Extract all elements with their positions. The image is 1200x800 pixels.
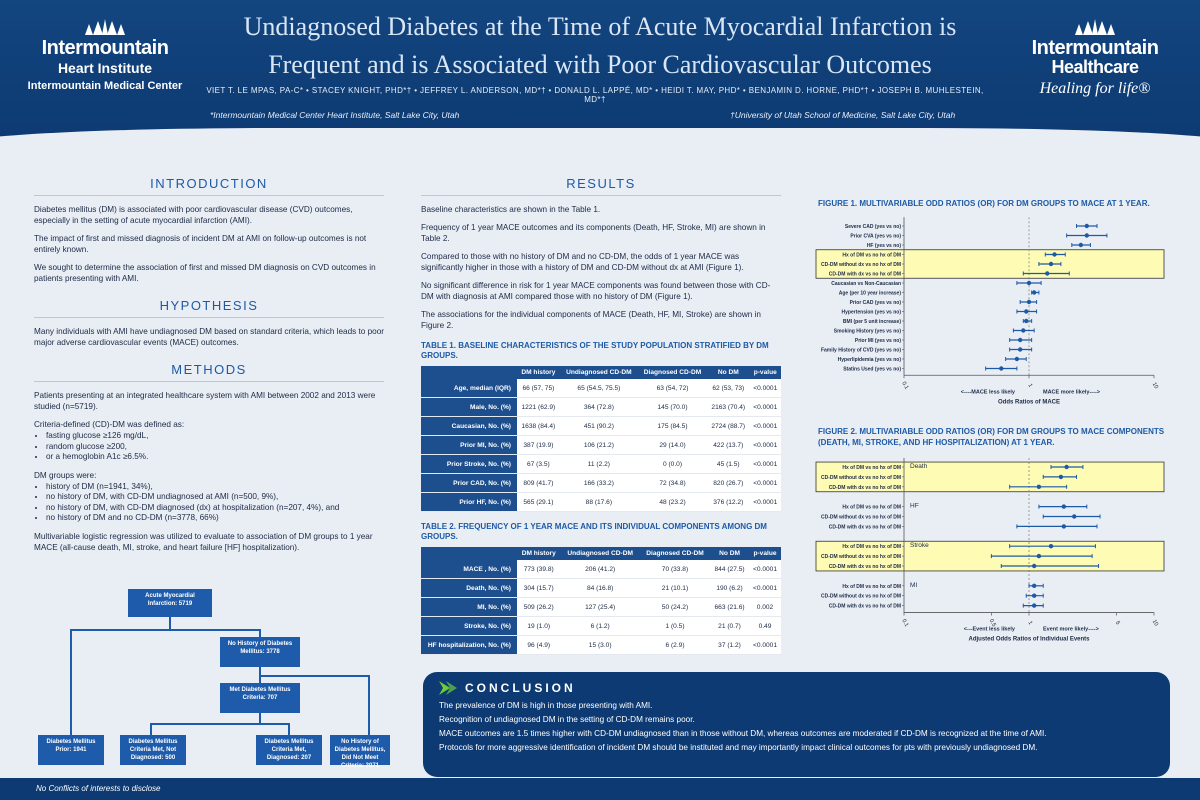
odds-ratio-point <box>1032 603 1036 607</box>
table-cell: 6 (2.9) <box>640 636 710 655</box>
table-cell: 66 (57, 75) <box>517 379 560 398</box>
table-cell: 11 (2.2) <box>560 455 638 474</box>
conclusion-line: Recognition of undiagnosed DM in the setting of CD-DM remains poor. <box>439 715 695 724</box>
row-label: Hx of DM vs no hx of DM <box>842 252 901 259</box>
odds-ratio-point <box>1049 262 1053 266</box>
flow-connector <box>150 723 152 735</box>
table-cell: 48 (23.2) <box>638 493 707 512</box>
row-label: Death, No. (%) <box>421 579 517 598</box>
title-line-1: Undiagnosed Diabetes at the Time of Acute Myocardial Infarction is <box>243 12 957 41</box>
table-cell: 67 (3.5) <box>517 455 560 474</box>
table-cell: 451 (90.2) <box>560 417 638 436</box>
table-cell: 1638 (84.4) <box>517 417 560 436</box>
odds-ratio-point <box>1018 338 1022 342</box>
intro-paragraph: Diabetes mellitus (DM) is associated with poor cardiovascular disease (CVD) outcomes, especially in the setting of acute myocardial infarction (AMI). <box>34 205 353 225</box>
table-cell: <0.0001 <box>749 560 781 579</box>
row-label: CD-DM with dx vs no hx of DM <box>828 564 901 570</box>
row-label: Caucasian, No. (%) <box>421 417 517 436</box>
methods-heading: METHODS <box>171 362 247 377</box>
table-cell: <0.0001 <box>749 474 781 493</box>
row-label: Prior Stroke, No. (%) <box>421 455 517 474</box>
x-tick-label: 1 <box>1026 382 1034 389</box>
table-cell: 304 (15.7) <box>517 579 560 598</box>
table-row <box>421 455 781 474</box>
table-cell: 0 (0.0) <box>638 455 707 474</box>
methods-paragraph: DM groups were: <box>34 470 97 480</box>
logo-left-sub: Heart Institute <box>57 60 153 76</box>
table-row <box>421 417 781 436</box>
flow-box-diagnosed: Diabetes Mellitus Criteria Met, Diagnosed: 207 <box>256 735 322 765</box>
table-cell: 62 (53, 73) <box>707 379 749 398</box>
footer <box>0 778 1200 800</box>
table-row <box>421 617 781 636</box>
author-list: VIET T. LE MPAS, PA-C* • STACEY KNIGHT, PHD*† • JEFFREY L. ANDERSON, MD*† • DONALD L. LAPPÉ, MD* • HEIDI T. MAY, PHD* • BENJAMIN D. HORNE, PHD*† • JOSEPH B. MUHLESTEIN, MD*† <box>206 86 984 104</box>
table1 <box>421 366 781 512</box>
flow-connector <box>150 723 290 725</box>
results-paragraph: The associations for the individual components of MACE (Death, HF, MI, Stroke) are shown in Figure 2. <box>421 310 761 330</box>
table-cell: 65 (54.5, 75.5) <box>560 379 638 398</box>
table-cell: 565 (29.1) <box>517 493 560 512</box>
conclusion-heading: CONCLUSION <box>465 681 576 695</box>
table-cell: 387 (19.9) <box>517 436 560 455</box>
table-cell: 175 (84.5) <box>638 417 707 436</box>
odds-ratio-point <box>1049 544 1053 548</box>
table-cell: 15 (3.0) <box>560 636 639 655</box>
table-row <box>421 436 781 455</box>
flow-box-not-diagnosed: Diabetes Mellitus Criteria Met, Not Diagnosed: 500 <box>120 735 186 765</box>
row-label: MI, No. (%) <box>421 598 517 617</box>
row-label: Hx of DM vs no hx of DM <box>842 465 901 471</box>
row-label: Severe CAD (yes vs no) <box>844 224 901 230</box>
row-label: CD-DM without dx vs no hx of DM <box>821 593 901 600</box>
table-cell: 1 (0.5) <box>640 617 710 636</box>
table-cell: 364 (72.8) <box>560 398 638 417</box>
flow-connector <box>288 723 290 735</box>
row-label: Hx of DM vs no hx of DM <box>842 544 901 551</box>
table-header-blank <box>421 547 517 560</box>
table-header: DM history <box>517 366 560 379</box>
logo-intermountain-healthcare <box>1010 18 1180 98</box>
tree-logo-icon <box>1065 18 1125 36</box>
table-cell: 663 (21.6) <box>710 598 749 617</box>
list-item: • no history of DM, with CD-DM diagnosed (dx) at hospitalization (n=207, 4%), and <box>46 503 384 514</box>
odds-ratio-point <box>1024 309 1028 313</box>
methods-paragraph: Criteria-defined (CD)-DM was defined as: <box>34 420 185 429</box>
odds-ratio-point <box>1085 233 1089 237</box>
flow-connector <box>70 629 72 735</box>
table-cell: <0.0001 <box>749 636 781 655</box>
conclusion-line: MACE outcomes are 1.5 times higher with CD-DM undiagnosed than in those without DM, whereas outcomes are moderated if CD-DM is recognized at the time of AMI. <box>439 729 1047 738</box>
hypothesis-text: Many individuals with AMI have undiagnosed DM based on standard criteria, which leads to poor major adverse cardiovascular events (MACE) outcomes. <box>34 327 384 347</box>
table-cell: <0.0001 <box>749 379 781 398</box>
table-cell: <0.0001 <box>749 455 781 474</box>
table-cell: 45 (1.5) <box>707 455 749 474</box>
list-item: • fasting glucose ≥126 mg/dL, <box>46 431 384 442</box>
affiliation-right: †University of Utah School of Medicine, Salt Lake City, Utah <box>730 110 956 120</box>
affiliation-left: *Intermountain Medical Center Heart Institute, Salt Lake City, Utah <box>210 110 460 120</box>
x-tick-label: 5 <box>1113 620 1121 626</box>
table-header: p-value <box>749 547 781 560</box>
table-cell: 166 (33.2) <box>560 474 638 493</box>
x-tick-label: 10 <box>1150 618 1159 628</box>
table-cell: 190 (6.2) <box>710 579 749 598</box>
row-label: Caucasian vs Non-Caucasian <box>831 281 901 287</box>
figure2-forest-plot <box>812 455 1172 660</box>
criteria-list <box>34 431 384 463</box>
group-label: Stroke <box>910 542 929 550</box>
figure1-caption: FIGURE 1. MULTIVARIABLE ODD RATIOS (OR) FOR DM GROUPS TO MACE AT 1 YEAR. <box>818 199 1150 208</box>
table2 <box>421 547 781 655</box>
row-label: Prior MI, No. (%) <box>421 436 517 455</box>
results-heading: RESULTS <box>566 176 636 191</box>
table-cell: 21 (10.1) <box>640 579 710 598</box>
table-cell: <0.0001 <box>749 436 781 455</box>
odds-ratio-point <box>1015 357 1019 361</box>
table-cell: <0.0001 <box>749 579 781 598</box>
table-header: Undiagnosed CD-DM <box>560 366 638 379</box>
odds-ratio-point <box>1032 290 1036 294</box>
flow-connector <box>259 675 369 677</box>
table-cell: 2163 (70.4) <box>707 398 749 417</box>
figure2-caption: FIGURE 2. MULTIVARIABLE ODD RATIOS (OR) FOR DM GROUPS TO MACE COMPONENTS (DEATH, MI, STROKE, AND HF HOSPITALIZATION) AT 1 YEAR. <box>818 427 1165 447</box>
table-row <box>421 579 781 598</box>
row-label: Prior HF, No. (%) <box>421 493 517 512</box>
row-label: BMI (per 5 unit increase) <box>842 319 901 325</box>
odds-ratio-point <box>1079 243 1083 247</box>
odds-ratio-point <box>1064 465 1068 469</box>
row-label: CD-DM with dx vs no hx of DM <box>828 524 901 531</box>
row-label: Prior MI (yes vs no) <box>854 338 901 344</box>
logo-intermountain-heart-institute <box>20 18 190 92</box>
row-label: Statins Used (yes vs no) <box>843 366 901 373</box>
flow-connector <box>259 713 261 723</box>
annotation-right: MACE more likely----> <box>1043 389 1100 396</box>
x-tick-label: 0.5 <box>987 618 997 628</box>
table-cell: 50 (24.2) <box>640 598 710 617</box>
title-line-2: Frequent and is Associated with Poor Cardiovascular Outcomes <box>268 50 932 79</box>
table-header: Undiagnosed CD-DM <box>560 547 639 560</box>
flow-connector <box>368 675 370 735</box>
table-header: No DM <box>707 366 749 379</box>
table-header: Diagnosed CD-DM <box>638 366 707 379</box>
odds-ratio-point <box>1062 504 1066 508</box>
row-label: HF hospitalization, No. (%) <box>421 636 517 655</box>
table-cell: 844 (27.5) <box>710 560 749 579</box>
table-cell: <0.0001 <box>749 493 781 512</box>
table-cell: 21 (0.7) <box>710 617 749 636</box>
table-cell: 96 (4.9) <box>517 636 560 655</box>
odds-ratio-point <box>1024 319 1028 323</box>
odds-ratio-point <box>1027 300 1031 304</box>
groups-list <box>34 482 384 524</box>
group-label: HF <box>910 502 919 510</box>
x-tick-label: 1 <box>1026 620 1034 626</box>
table-cell: 37 (1.2) <box>710 636 749 655</box>
logo-right-sub: Healthcare <box>1051 57 1139 77</box>
flow-box-dm-prior: Diabetes Mellitus Prior: 1941 <box>38 735 104 765</box>
row-label: CD-DM without dx vs no hx of DM <box>821 474 901 481</box>
list-item: • history of DM (n=1941, 34%), <box>46 482 384 493</box>
odds-ratio-point <box>1021 328 1025 332</box>
odds-ratio-point <box>1037 485 1041 489</box>
x-axis-label: Odds Ratios of MACE <box>997 399 1061 406</box>
flow-connector <box>70 629 260 631</box>
row-label: CD-DM without dx vs no hx of DM <box>821 262 901 268</box>
group-label: MI <box>910 581 918 589</box>
footer-text: No Conflicts of interests to disclose <box>36 784 161 793</box>
table-row <box>421 598 781 617</box>
table-cell: 2724 (88.7) <box>707 417 749 436</box>
table-row <box>421 560 781 579</box>
table-cell: 376 (12.2) <box>707 493 749 512</box>
divider <box>421 195 781 196</box>
flow-connector <box>259 629 261 637</box>
row-label: CD-DM without dx vs no hx of DM <box>821 514 901 521</box>
table-cell: 422 (13.7) <box>707 436 749 455</box>
row-label: CD-DM with dx vs no hx of DM <box>828 271 901 278</box>
x-axis-label: Adjusted Odds Ratios of Individual Events <box>968 636 1090 643</box>
table-cell: 1221 (62.9) <box>517 398 560 417</box>
table-cell: 0.002 <box>749 598 781 617</box>
flow-box-no-history: No History of Diabetes Mellitus: 3778 <box>220 637 300 667</box>
table-cell: 63 (54, 72) <box>638 379 707 398</box>
table-cell: 29 (14.0) <box>638 436 707 455</box>
annotation-left: <---Event less likely <box>963 626 1015 633</box>
divider <box>34 317 384 318</box>
table-row <box>421 636 781 655</box>
row-label: CD-DM without dx vs no hx of DM <box>821 554 901 561</box>
figure1-forest-plot <box>812 212 1172 412</box>
odds-ratio-point <box>1045 271 1049 275</box>
results-paragraph: Baseline characteristics are shown in the Table 1. <box>421 205 601 214</box>
flow-box-ami: Acute Myocardial Infarction: 5719 <box>128 589 212 617</box>
odds-ratio-point <box>1052 252 1056 256</box>
list-item: • or a hemoglobin A1c ≥6.5%. <box>46 452 384 463</box>
table-row <box>421 379 781 398</box>
table-cell: 72 (34.8) <box>638 474 707 493</box>
row-label: Age (per 10 year increase) <box>838 290 901 297</box>
table-header: Diagnosed CD-DM <box>640 547 710 560</box>
introduction-heading: INTRODUCTION <box>150 176 268 191</box>
tree-logo-icon <box>75 18 135 36</box>
group-label: Death <box>910 463 928 470</box>
table2-caption: TABLE 2. FREQUENCY OF 1 YEAR MACE AND ITS INDIVIDUAL COMPONENTS AMONG DM GROUPS. <box>421 522 767 541</box>
table-row <box>421 398 781 417</box>
flow-connector <box>169 617 171 629</box>
table-cell: 19 (1.0) <box>517 617 560 636</box>
table-cell: 206 (41.2) <box>560 560 639 579</box>
row-label: Hyperlipidemia (yes vs no) <box>837 357 901 363</box>
row-label: Stroke, No. (%) <box>421 617 517 636</box>
conclusion-lines <box>439 699 1047 755</box>
row-label: Hx of DM vs no hx of DM <box>842 504 901 511</box>
patient-flowchart <box>30 585 390 770</box>
odds-ratio-point <box>1027 281 1031 285</box>
table-row <box>421 474 781 493</box>
logo-right-name: Intermountain <box>1031 37 1159 59</box>
logo-right-tagline: Healing for life® <box>1039 80 1151 97</box>
middle-column <box>421 176 781 655</box>
table-cell: <0.0001 <box>749 417 781 436</box>
conclusion-line: Protocols for more aggressive identification of incident DM should be instituted and may importantly impact clinical outcomes for pts with previously undiagnosed DM. <box>439 743 1038 752</box>
table-cell: 88 (17.6) <box>560 493 638 512</box>
flow-box-not-met: No History of Diabetes Mellitus, Did Not Meet Criteria: 3071 <box>330 735 390 765</box>
x-tick-label: 10 <box>1150 381 1159 390</box>
odds-ratio-point <box>1032 584 1036 588</box>
row-label: Hypertension (yes vs no) <box>841 309 901 316</box>
list-item: • random glucose ≥200, <box>46 442 384 453</box>
left-column <box>34 176 384 560</box>
row-label: Prior CAD (yes vs no) <box>849 300 901 306</box>
row-label: Prior CVA (yes vs no) <box>850 233 901 240</box>
odds-ratio-point <box>1032 564 1036 568</box>
table-header: DM history <box>517 547 560 560</box>
row-label: Age, median (IQR) <box>421 379 517 398</box>
odds-ratio-point <box>999 366 1003 370</box>
row-label: Hx of DM vs no hx of DM <box>842 583 901 590</box>
table-cell: 70 (33.8) <box>640 560 710 579</box>
table-cell: 820 (26.7) <box>707 474 749 493</box>
results-paragraph: No significant difference in risk for 1 year MACE components was found between those with CD-DM with diagnosis at AMI compared those with no history of DM (Figure 1). <box>421 281 771 301</box>
hypothesis-heading: HYPOTHESIS <box>159 298 259 313</box>
odds-ratio-point <box>1037 554 1041 558</box>
logo-left-name: Intermountain <box>41 37 169 59</box>
logo-left-sub2: Intermountain Medical Center <box>27 80 183 92</box>
table-cell: 145 (70.0) <box>638 398 707 417</box>
table-cell: 809 (41.7) <box>517 474 560 493</box>
results-paragraph: Frequency of 1 year MACE outcomes and its components (Death, HF, Stroke, MI) are shown in Table 2. <box>421 223 766 243</box>
table-cell: 127 (25.4) <box>560 598 639 617</box>
intro-paragraph: We sought to determine the association of first and missed DM diagnosis on CVD outcomes in patients presenting with AMI. <box>34 263 376 283</box>
table1-caption: TABLE 1. BASELINE CHARACTERISTICS OF THE STUDY POPULATION STRATIFIED BY DM GROUPS. <box>421 341 769 360</box>
conclusion-line: The prevalence of DM is high in those presenting with AMI. <box>439 701 653 710</box>
list-item: • no history of DM and no CD-DM (n=3778, 66%) <box>46 513 384 524</box>
poster-header <box>0 0 1200 140</box>
row-label: Prior CAD, No. (%) <box>421 474 517 493</box>
header-swoosh <box>0 128 1200 164</box>
table-cell: 509 (26.2) <box>517 598 560 617</box>
table-cell: 6 (1.2) <box>560 617 639 636</box>
row-label: CD-DM with dx vs no hx of DM <box>828 484 901 491</box>
x-tick-label: 0.1 <box>900 618 910 628</box>
results-paragraph: Compared to those with no history of DM and no CD-DM, the odds of 1 year MACE was significantly higher in those with a history of DM and CD-DM without dx at AMI (Figure 1). <box>421 252 744 272</box>
list-item: • no history of DM, with CD-DM undiagnosed at AMI (n=500, 9%), <box>46 492 384 503</box>
table-row <box>421 493 781 512</box>
odds-ratio-point <box>1072 514 1076 518</box>
annotation-left: <----MACE less likely <box>960 389 1015 396</box>
row-label: Smoking History (yes vs no) <box>833 328 901 335</box>
flow-box-met-criteria: Met Diabetes Mellitus Criteria: 707 <box>220 683 300 713</box>
conclusion-box <box>423 672 1170 777</box>
odds-ratio-point <box>1085 224 1089 228</box>
odds-ratio-point <box>1018 347 1022 351</box>
table-cell: 84 (16.8) <box>560 579 639 598</box>
odds-ratio-point <box>1059 475 1063 479</box>
table-cell: <0.0001 <box>749 398 781 417</box>
row-label: CD-DM with dx vs no hx of DM <box>828 603 901 610</box>
methods-paragraph: Patients presenting at an integrated healthcare system with AMI between 2002 and 2013 were studied (n=5719). <box>34 391 376 411</box>
intro-paragraph: The impact of first and missed diagnosis of incident DM at AMI on follow-up outcomes is not entirely known. <box>34 234 367 254</box>
row-label: Male, No. (%) <box>421 398 517 417</box>
arrow-icon <box>439 681 459 695</box>
row-label: Family History of CVD (yes vs no) <box>820 347 901 354</box>
methods-paragraph: Multivariable logistic regression was utilized to evaluate to association of DM groups to 1 year MACE (all-cause death, MI, stroke, and heart failure [HF] hospitalization). <box>34 531 373 552</box>
table-cell: 0.49 <box>749 617 781 636</box>
table-header: p-value <box>749 366 781 379</box>
row-label: HF (yes vs no) <box>866 243 901 249</box>
divider <box>34 381 384 382</box>
x-tick-label: 0.1 <box>900 380 910 391</box>
divider <box>34 195 384 196</box>
odds-ratio-point <box>1062 524 1066 528</box>
odds-ratio-point <box>1032 594 1036 598</box>
annotation-right: Event more likely----> <box>1043 626 1099 633</box>
poster-title <box>215 8 985 84</box>
table-header-blank <box>421 366 517 379</box>
table-header: No DM <box>710 547 749 560</box>
table-cell: 106 (21.2) <box>560 436 638 455</box>
row-label: MACE , No. (%) <box>421 560 517 579</box>
table-cell: 773 (39.8) <box>517 560 560 579</box>
